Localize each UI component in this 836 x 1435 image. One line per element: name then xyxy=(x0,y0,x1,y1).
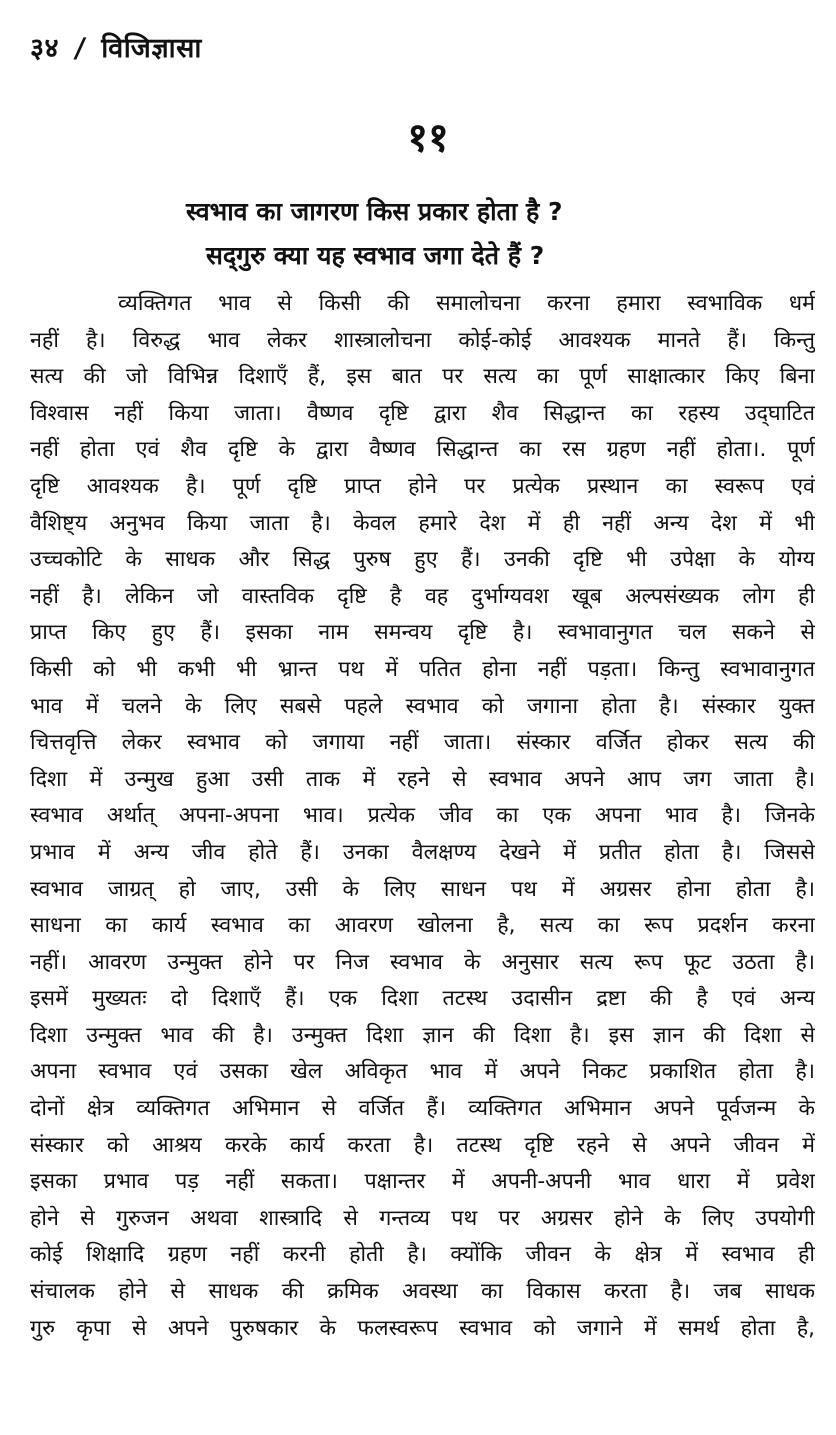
body-line: गुरु कृपा से अपने पुरुषकार के फलस्वरूप स्वभाव को जगाने में समर्थ होता है, xyxy=(30,1315,815,1341)
body-line: नहीं होता एवं शैव दृष्टि के द्वारा वैष्णव सिद्धान्त का रस ग्रहण नहीं होता।. पूर्ण xyxy=(30,437,815,463)
body-paragraph xyxy=(30,286,815,1347)
body-line: वैशिष्ट्य अनुभव किया जाता है। केवल हमारे देश में ही नहीं अन्य देश में भी xyxy=(30,510,815,536)
body-line: नहीं है। विरुद्ध भाव लेकर शास्त्रालोचना कोई-कोई आवश्यक मानते हैं। किन्तु xyxy=(30,327,815,353)
body-line: संस्कार को आश्रय करके कार्य करता है। तटस्थ दृष्टि रहने से अपने जीवन में xyxy=(30,1132,815,1158)
running-head-separator: / xyxy=(72,33,88,64)
body-line: दृष्टि आवश्यक है। पूर्ण दृष्टि प्राप्त होने पर प्रत्येक प्रस्थान का स्वरूप एवं xyxy=(30,473,815,499)
chapter-question-line-2: सद्‌गुरु क्या यह स्वभाव जगा देते हैं ? xyxy=(206,241,545,270)
body-line: साधना का कार्य स्वभाव का आवरण खोलना है, सत्य का रूप प्रदर्शन करना xyxy=(30,913,815,939)
body-line: व्यक्तिगत भाव से किसी की समालोचना करना हमारा स्वभाविक धर्म xyxy=(118,291,815,316)
body-line: विश्वास नहीं किया जाता। वैष्णव दृष्टि द्वारा शैव सिद्धान्त का रहस्य उद्‌घाटित xyxy=(30,400,815,426)
body-line: दोनों क्षेत्र व्यक्तिगत अभिमान से वर्जित हैं। व्यक्तिगत अभिमान अपने पूर्वजन्म के xyxy=(30,1096,815,1122)
body-line: कोई शिक्षादि ग्रहण नहीं करनी होती है। क्योंकि जीवन के क्षेत्र में स्वभाव ही xyxy=(30,1242,815,1268)
body-line: संचालक होने से साधक की क्रमिक अवस्था का विकास करता है। जब साधक xyxy=(30,1279,815,1305)
book-title: विजिज्ञासा xyxy=(101,33,202,64)
body-line: प्राप्त किए हुए हैं। इसका नाम समन्वय दृष्टि है। स्वभावानुगत चल सकने से xyxy=(30,620,815,646)
running-head xyxy=(30,28,202,65)
chapter-number: ११ xyxy=(407,115,449,161)
page-number: ३४ xyxy=(30,33,60,64)
body-line: प्रभाव में अन्य जीव होते हैं। उनका वैलक्षण्य देखने में प्रतीत होता है। जिससे xyxy=(30,839,815,865)
body-line: स्वभाव जाग्रत् हो जाए, उसी के लिए साधन पथ में अग्रसर होना होता है। xyxy=(30,876,815,902)
body-line: उच्चकोटि के साधक और सिद्ध पुरुष हुए हैं। उनकी दृष्टि भी उपेक्षा के योग्य xyxy=(30,547,815,573)
body-line: इसका प्रभाव पड़ नहीं सकता। पक्षान्तर में अपनी-अपनी भाव धारा में प्रवेश xyxy=(30,1169,815,1195)
chapter-question-line-1: स्वभाव का जागरण किस प्रकार होता है ? xyxy=(186,197,563,226)
body-line: स्वभाव अर्थात् अपना-अपना भाव। प्रत्येक जीव का एक अपना भाव है। जिनके xyxy=(30,803,815,829)
body-line: दिशा में उन्मुख हुआ उसी ताक में रहने से स्वभाव अपने आप जग जाता है। xyxy=(30,766,815,792)
body-line: नहीं। आवरण उन्मुक्त होने पर निज स्वभाव के अनुसार सत्य रूप फूट उठता है। xyxy=(30,949,815,975)
body-line: दिशा उन्मुक्त भाव की है। उन्मुक्त दिशा ज्ञान की दिशा है। इस ज्ञान की दिशा से xyxy=(30,1022,815,1048)
body-line: भाव में चलने के लिए सबसे पहले स्वभाव को जगाना होता है। संस्कार युक्त xyxy=(30,693,815,719)
body-line: अपना स्वभाव एवं उसका खेल अविकृत भाव में अपने निकट प्रकाशित होता है। xyxy=(30,1059,815,1085)
body-line: सत्य की जो विभिन्न दिशाएँ हैं, इस बात पर सत्य का पूर्ण साक्षात्कार किए बिना xyxy=(30,364,815,390)
body-line: चित्तवृत्ति लेकर स्वभाव को जगाया नहीं जाता। संस्कार वर्जित होकर सत्य की xyxy=(30,730,815,756)
body-line: किसी को भी कभी भी भ्रान्त पथ में पतित होना नहीं पड़ता। किन्तु स्वभावानुगत xyxy=(30,656,815,682)
body-line: इसमें मुख्यतः दो दिशाएँ हैं। एक दिशा तटस्थ उदासीन द्रष्टा की है एवं अन्य xyxy=(30,986,815,1012)
body-line: नहीं है। लेकिन जो वास्तविक दृष्टि है वह दुर्भाग्यवश खूब अल्पसंख्यक लोग ही xyxy=(30,583,815,609)
body-line: होने से गुरुजन अथवा शास्त्रादि से गन्तव्य पथ पर अग्रसर होने के लिए उपयोगी xyxy=(30,1205,815,1231)
